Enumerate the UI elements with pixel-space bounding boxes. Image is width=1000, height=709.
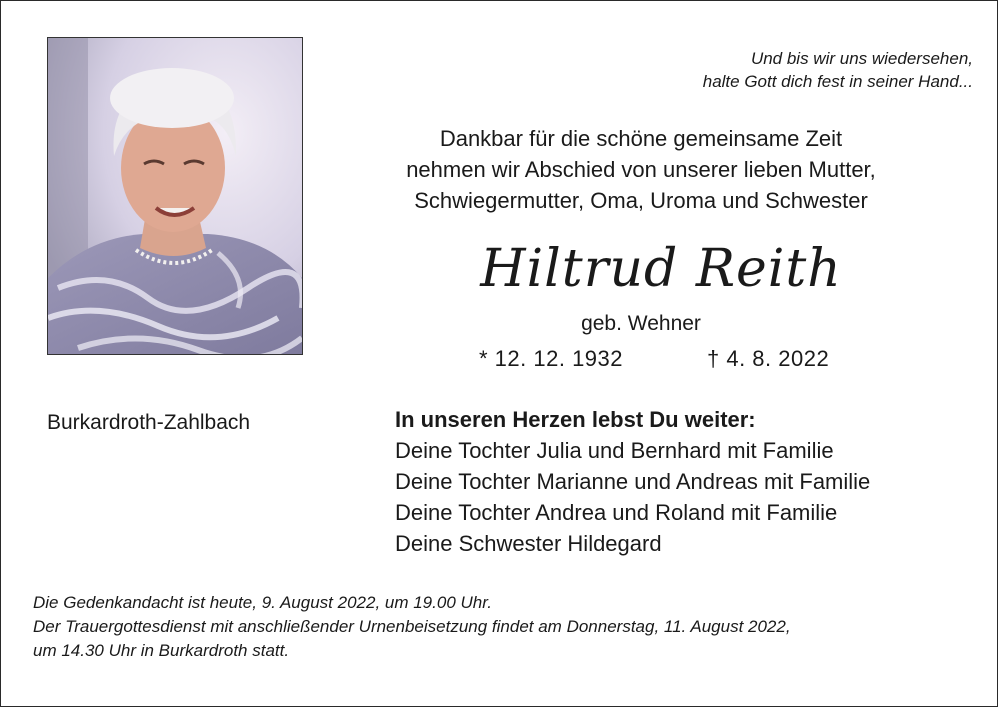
portrait-photo: [47, 37, 303, 355]
family-member: Deine Tochter Julia und Bernhard mit Familie: [395, 438, 834, 463]
notice-line-2: Der Trauergottesdienst mit anschließender Urnenbeisetzung findet am Donnerstag, 11. August 2022,: [33, 617, 791, 636]
location: Burkardroth-Zahlbach: [47, 411, 251, 434]
portrait-image: [48, 38, 302, 354]
notice-line-1: Die Gedenkandacht ist heute, 9. August 2022, um 19.00 Uhr.: [33, 593, 492, 612]
family-member: Deine Tochter Andrea und Roland mit Familie: [395, 500, 838, 525]
intro-line-2: nehmen wir Abschied von unserer lieben Mutter,: [406, 157, 876, 182]
family-heading: In unseren Herzen lebst Du weiter:: [395, 407, 756, 432]
family-member: Deine Tochter Marianne und Andreas mit Familie: [395, 469, 871, 494]
quote-line-1: Und bis wir uns wiedersehen,: [750, 49, 973, 68]
intro-text: [371, 123, 911, 216]
death-date: † 4. 8. 2022: [707, 346, 830, 371]
family-list: [395, 404, 870, 559]
service-notice: [33, 591, 973, 663]
quote: [593, 47, 973, 93]
intro-line-3: Schwiegermutter, Oma, Uroma und Schwester: [414, 188, 868, 213]
notice-line-3: um 14.30 Uhr in Burkardroth statt.: [33, 641, 290, 660]
quote-line-2: halte Gott dich fest in seiner Hand...: [702, 72, 973, 91]
deceased-name: Hiltrud Reith: [480, 239, 842, 299]
birth-date: * 12. 12. 1932: [479, 346, 624, 371]
intro-line-1: Dankbar für die schöne gemeinsame Zeit: [439, 126, 843, 151]
family-member: Deine Schwester Hildegard: [395, 531, 662, 556]
maiden-name: geb. Wehner: [581, 312, 701, 335]
